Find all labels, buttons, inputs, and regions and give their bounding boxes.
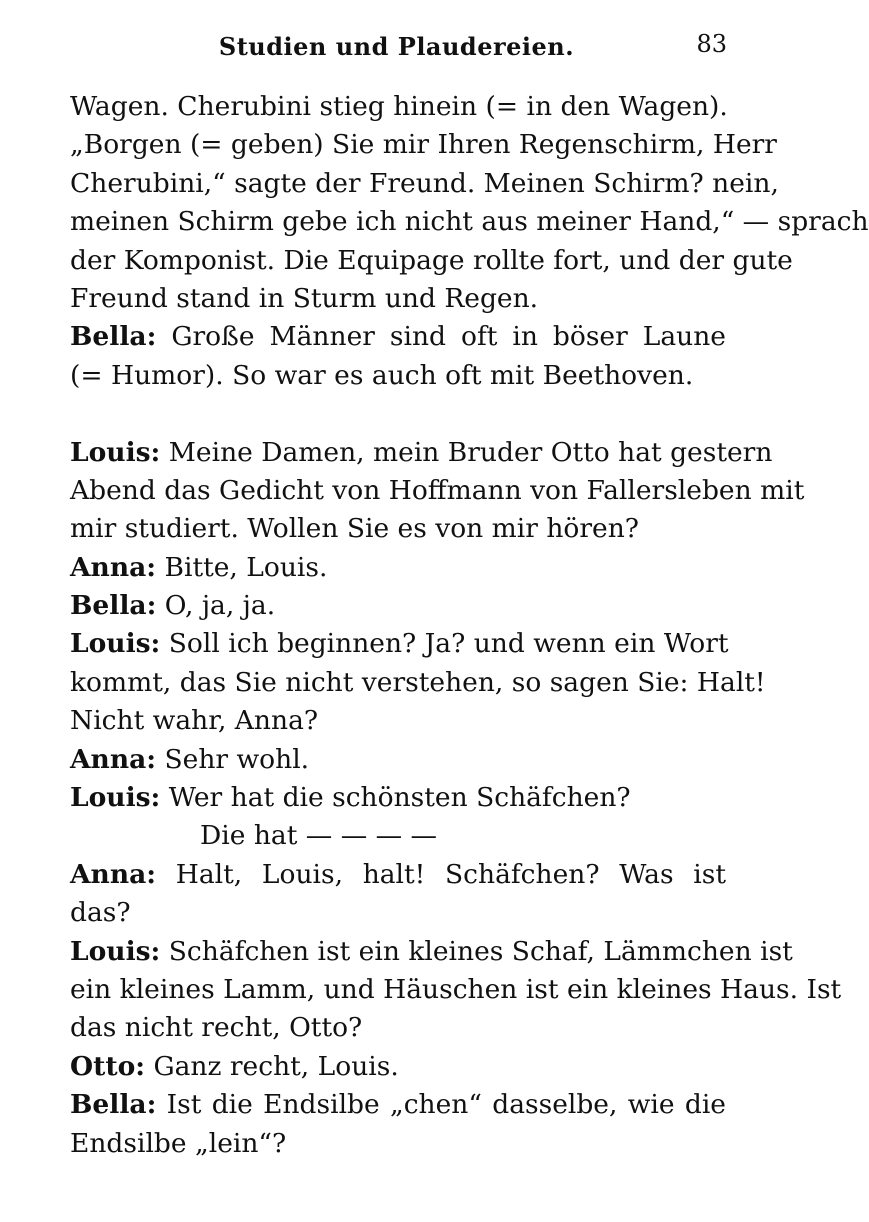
dialogue-text: Ganz recht, Louis. (153, 1050, 399, 1082)
poem-line: Die hat — — — — (200, 820, 438, 852)
text-line: Freund stand in Sturm und Regen. (70, 282, 539, 314)
blank-line (70, 395, 726, 433)
text-line: (= Humor). So war es auch oft mit Beethoven. (70, 359, 694, 391)
dialogue-line (70, 1086, 726, 1124)
speaker-label: Louis: (70, 436, 161, 468)
speaker-label: Otto: (70, 1050, 146, 1082)
text-line: Abend das Gedicht von Hoffmann von Fallersleben mit (70, 474, 805, 506)
dialogue-line (70, 933, 793, 971)
dialogue-line (70, 856, 726, 894)
dialogue-text: Ist die Endsilbe „chen“ dasselbe, wie die (166, 1089, 726, 1121)
dialogue-text: Bitte, Louis. (164, 551, 328, 583)
text-line: kommt, das Sie nicht verstehen, so sagen Sie: Halt! (70, 666, 766, 698)
dialogue-line (70, 741, 726, 779)
dialogue-text: Meine Damen, mein Bruder Otto hat gestern (168, 436, 773, 468)
text-line: meinen Schirm gebe ich nicht aus meiner Hand,“ — sprach (70, 206, 869, 238)
text-line: ein kleines Lamm, und Häuschen ist ein kleines Haus. Ist (70, 973, 842, 1005)
dialogue-text: Sehr wohl. (164, 743, 310, 775)
dialogue-text: Soll ich beginnen? Ja? und wenn ein Wort (168, 628, 729, 660)
text-line: Wagen. Cherubini stieg hinein (= in den Wagen). (70, 91, 728, 122)
speaker-label: Anna: (70, 743, 157, 775)
speaker-label: Anna: (70, 858, 157, 890)
dialogue-text: Wer hat die schönsten Schäfchen? (168, 782, 631, 814)
speaker-label: Bella: (70, 590, 157, 622)
text-line: Cherubini,“ sagte der Freund. Meinen Schirm? nein, (70, 167, 779, 199)
dialogue-line (70, 587, 726, 625)
dialogue-text: O, ja, ja. (164, 590, 276, 622)
dialogue-line (70, 779, 726, 817)
dialogue-text: Halt, Louis, halt! Schäfchen? Was ist (175, 858, 726, 890)
dialogue-line (70, 318, 726, 356)
dialogue-line (70, 549, 726, 587)
text-line: der Komponist. Die Equipage rollte fort, und der gute (70, 244, 793, 276)
page-body (70, 88, 869, 1163)
speaker-label: Bella: (70, 321, 157, 353)
speaker-label: Louis: (70, 628, 161, 660)
text-line: Endsilbe „lein“? (70, 1127, 287, 1159)
speaker-label: Bella: (70, 1089, 157, 1121)
speaker-label: Louis: (70, 782, 161, 814)
page-number: 83 (696, 30, 727, 58)
speaker-label: Anna: (70, 551, 157, 583)
text-line: Nicht wahr, Anna? (70, 705, 319, 737)
dialogue-line (70, 434, 773, 472)
dialogue-text: Große Männer sind oft in böser Laune (171, 321, 726, 353)
speaker-label: Louis: (70, 935, 161, 967)
text-line: das? (70, 897, 131, 929)
dialogue-line (70, 625, 729, 663)
dialogue-text: Schäfchen ist ein kleines Schaf, Lämmchen ist (168, 935, 793, 967)
text-line: das nicht recht, Otto? (70, 1012, 363, 1044)
running-header: Studien und Plaudereien. (218, 32, 575, 61)
dialogue-line (70, 1048, 726, 1086)
text-line: mir studiert. Wollen Sie es von mir hören? (70, 513, 640, 545)
text-line: „Borgen (= geben) Sie mir Ihren Regenschirm, Herr (70, 129, 777, 161)
